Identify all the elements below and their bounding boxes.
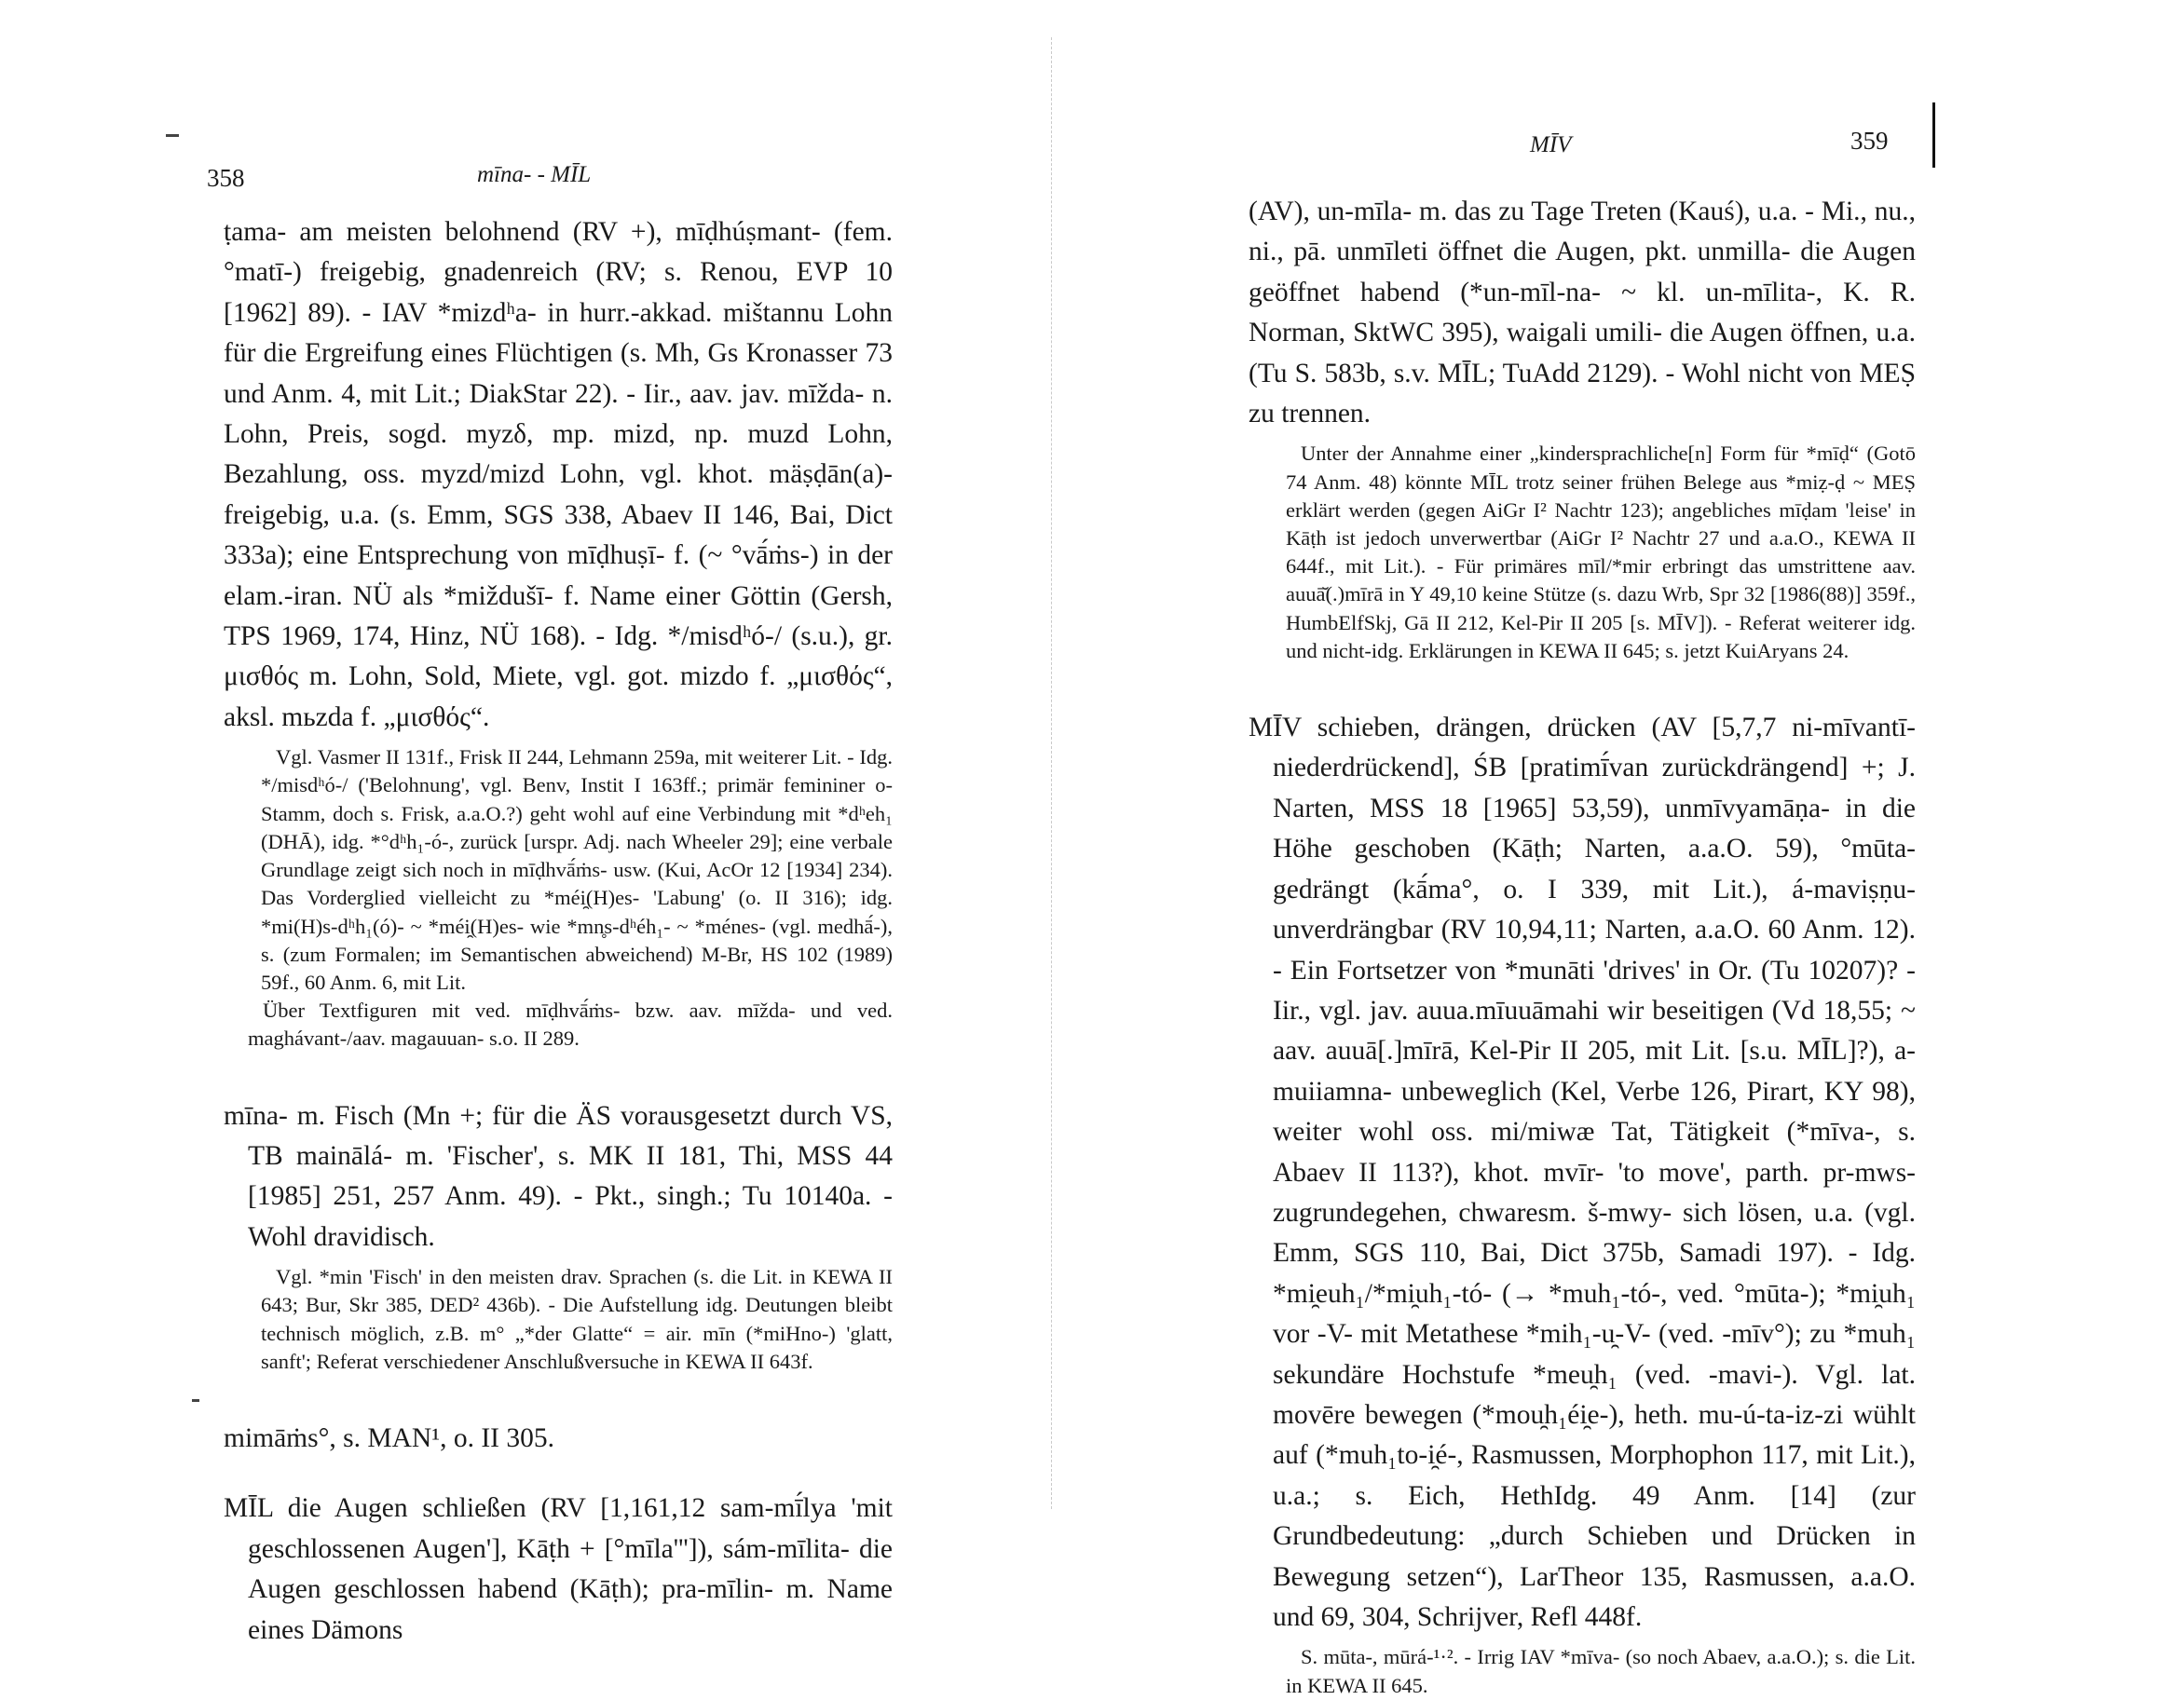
entry-mina: mīna- m. Fisch (Mn +; für die ÄS vorausgesetzt durch VS, TB mainālá- m. 'Fischer', s. MK II 181, Thi, MSS 44 [1985] 251, 257 Anm. 49). - Pkt., singh.; Tu 10140a. - Wohl dravidisch. — [224, 1100, 893, 1252]
running-head: mīna- - MĪL — [477, 162, 592, 187]
paragraph-continuation: (AV), un-mīla- m. das zu Tage Treten (Kauś), u.a. - Mi., nu., ni., pā. unmīleti öffnet die Augen, pkt. unmilla- die Augen geöffnet habend (*un-mīl-na- ~ kl. un-mīlita-, K. R. Norman, SktWC 395), waigali umili- die Augen öffnen, u.a. (Tu S. 583b, s.v. MĪL; TuAdd 2129). - Wohl nicht von MEṢ zu trennen. — [1249, 197, 1916, 429]
page-number: 358 — [207, 164, 245, 192]
note-paragraph: Vgl. *min 'Fisch' in den meisten drav. Sprachen (s. die Lit. in KEWA II 643; Bur, Skr 385, DED² 436b). - Die Aufstellung idg. Deutungen bleibt technisch möglich, z.B. m° „*der Glatte“ = air. mīn (*miHno-) 'glatt, sanft'; Referat verschiedener Anschlußversuche in KEWA II 643f. — [261, 1265, 893, 1373]
note-paragraph: Unter der Annahme einer „kindersprachliche[n] Form für *mīḍ“ (Gotō 74 Anm. 48) könnte MĪL trotz seiner frühen Belege aus *miẓ-ḍ ~ MEṢ erklärt werden (gegen AiGr I² Nachtr 123); angebliches mīḍam 'leise' in Kāṭh ist jedoch unverwertbar (AiGr I² Nachtr 27 und a.a.O., KEWA II 644f., mit Lit.). - Für primäres mīl/*mir erbringt das umstrittene aav. auuā̆(.)mīrā in Y 49,10 keine Stütze (s. dazu Wrb, Spr 32 [1986(88)] 359f., HumbElfSkj, Gā II 212, Kel-Pir II 205 [s. MĪV]). - Referat weiterer idg. und nicht-idg. Erklärungen in KEWA II 645; s. jetzt KuiAryans 24. — [1286, 442, 1916, 662]
running-head: MĪV — [1530, 132, 1572, 157]
paragraph-continuation: ṭama- am meisten belohnend (RV +), mīḍhúṣmant- (fem. °matī-) freigebig, gnadenreich (RV; s. Renou, EVP 10 [1962] 89). - IAV *mizdʰa- in hurr.-akkad. mištannu Lohn für die Ergreifung eines Flüchtigen (s. Mh, Gs Kronasser 73 und Anm. 4, mit Lit.; DiakStar 22). - Iir., aav. jav. mīžda- n. Lohn, Preis, sogd. myzδ, mp. mizd, np. muzd Lohn, Bezahlung, oss. myzd/mizd Lohn, vgl. khot. mäṣḍān(a)- freigebig, u.a. (s. Emm, SGS 338, Abaev II 146, Bai, Dict 333a); eine Entsprechung von mīḍhuṣī- f. (~ °vā́ṁs-) in der elam.-iran. NÜ als *miždušī- f. Name einer Göttin (Gersh, TPS 1969, 174, Hinz, NÜ 168). - Idg. */misdʰó-/ (s.u.), gr. μισθός m. Lohn, Sold, Miete, vgl. got. mizdo f. „μισθός“, aksl. mьzda f. „μισθός“. — [224, 217, 893, 732]
note-paragraph: Vgl. Vasmer II 131f., Frisk II 244, Lehmann 259a, mit weiterer Lit. - Idg. */misdʰó-/ ('Belohnung', vgl. Benv, Instit I 163ff.; primär femininer o-Stamm, doch s. Frisk, a.a.O.?) geht wohl auf eine Verbindung mit *dʰeh₁ (DHĀ), idg. *°dʰh₁-ó-, zurück [urspr. Adj. nach Wheeler 29]; eine verbale Grundlage zeigt sich noch in mīḍhvā́ṁs- usw. (Kui, AcOr 12 [1934] 234). Das Vorderglied vielleicht zu *méi̯(H)es- 'Labung' (o. II 316); idg. *mi(H)s-dʰh₁(ó)- ~ *méi̯(H)es- wie *mn̥s-dʰéh₁- ~ *ménes- (vgl. medhā́-), s. (zum Formalen; im Semantischen abweichend) M-Br, HS 102 (1989) 59f., 60 Anm. 6, mit Lit. — [261, 745, 893, 994]
text-column — [1249, 192, 1916, 1700]
entry-mimams: mimāṁs°, s. MAN¹, o. II 305. — [224, 1422, 554, 1453]
entry-miv: MĪV schieben, drängen, drücken (AV [5,7,7 ni-mīvantī- niederdrückend], ŚB [pratimī́van zurückdrängend] +; J. Narten, MSS 18 [1965] 53,59), unmīvyamāṇa- in die Höhe geschoben (Kāṭh; Narten, a.a.O. 59), °mūta- gedrängt (kā́ma°, o. I 339, mit Lit.), á-maviṣṇu- unverdrängbar (RV 10,94,11; Narten, a.a.O. 60 Anm. 12). - Ein Fortsetzer von *munāti 'drives' in Or. (Tu 10207)? - Iir., vgl. jav. auua.mīuuāmahi wir beseitigen (Vd 18,55; ~ aav. auuā[.]mīrā, Kel-Pir II 205, mit Lit. [s.u. MĪL]?), a-muiiamna- unbeweglich (Kel, Verbe 126, Pirart, KY 98), weiter wohl oss. mi/miwæ Tat, Tätigkeit (*mīva-, s. Abaev II 113?), khot. mvīr- 'to move', parth. pr-mws- zugrundegehen, chwaresm. š-mwy- sich lösen, u.a. (vgl. Emm, SGS 110, Bai, Dict 375b, Samadi 197). - Idg. *mi̯euh₁/*mi̯uh₁-tó- (→ *muh₁-tó-, ved. °mūta-); *mi̯uh₁ vor -V- mit Metathese *mih₁-u̯-V- (ved. -mīv°); zu *muh₁ sekundäre Hochstufe *meu̯h₁ (ved. -mavi-). Vgl. lat. movēre bewegen (*mou̯h₁éi̯e-), heth. mu-ú-ta-iz-zi wühlt auf (*muh₁to-i̯é-, Rasmussen, Morphophon 117, mit Lit.), u.a.; s. Eich, HethIdg. 49 Anm. [14] (zur Grundbedeutung: „durch Schieben und Drücken in Bewegung setzen“), LarTheor 135, Rasmussen, a.a.O. und 69, 304, Schrijver, Refl 448f. — [1249, 713, 1916, 1632]
entry-mil: MĪL die Augen schließen (RV [1,161,12 sam-mī́lya 'mit geschlossenen Augen'], Kāṭh + [°mīla''']), sám-mīlita- die Augen geschlossen habend (Kāṭh); pra-mīlin- m. Name eines Dämons — [224, 1493, 893, 1645]
text-column — [224, 212, 893, 1651]
note-paragraph: Über Textfiguren mit ved. mīḍhvā́ṁs- bzw. aav. mīžda- und ved. maghávant-/aav. magauuan- s.o. II 289. — [248, 999, 893, 1051]
page-number: 359 — [1850, 127, 1889, 155]
right-page — [1053, 0, 2184, 1697]
left-page — [0, 0, 1053, 1645]
note-paragraph: S. mūta-, mūrá-¹·². - Irrig IAV *mīva- (so noch Abaev, a.a.O.); s. die Lit. in KEWA II 645. — [1286, 1645, 1916, 1697]
